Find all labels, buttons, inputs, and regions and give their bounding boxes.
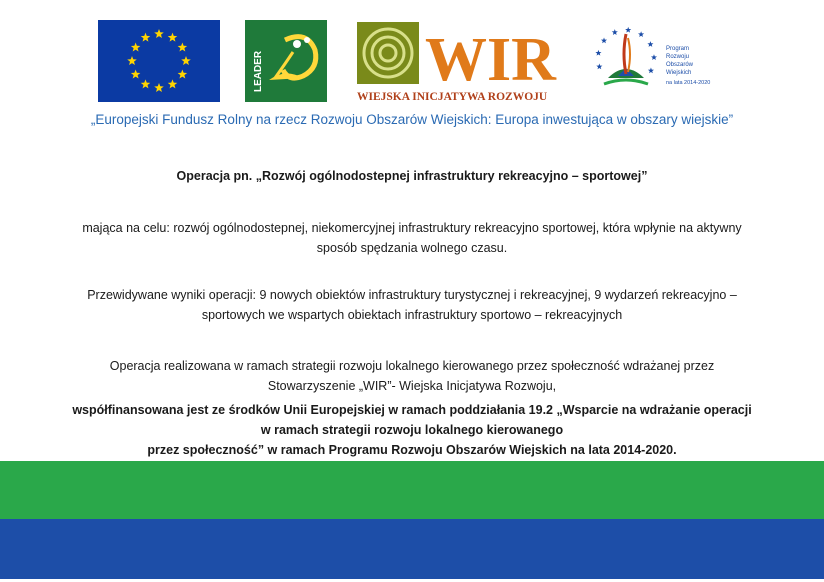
leader-logo-icon: [245, 20, 327, 102]
cofinanced-line-2: w ramach strategii rozwoju lokalnego kierowanego: [260, 423, 564, 437]
prow-star-icon: [648, 68, 654, 74]
prow-star-icon: [601, 37, 607, 43]
cofinancing-info: [20, 400, 804, 460]
prow-logo-icon: [590, 20, 730, 102]
green-footer-band: [0, 461, 824, 519]
prow-line-4: Wiejskich: [666, 70, 692, 76]
prow-star-icon: [651, 54, 657, 60]
results-line-1: Przewidywane wyniki operacji: 9 nowych obiektów infrastruktury turystycznej i rekreacyjnej, 9 wydarzeń rekreacyjno –: [87, 288, 737, 302]
cofinanced-line-1: współfinansowana jest ze środków Unii Europejskiej w ramach poddziałania 19.2 „Wsparcie na wdrażanie operacji: [72, 403, 752, 417]
realization-info: [20, 356, 804, 396]
eu-star-icon: [178, 43, 188, 52]
realized-line-2: Stowarzyszenie „WIR”- Wiejska Inicjatywa Rozwoju,: [267, 379, 557, 393]
wir-subtitle: WIEJSKA INICJATYWA ROZWOJU: [357, 91, 548, 103]
results-line-2: sportowych we wspartych obiektach infrastruktury sportowo – rekreacyjnych: [201, 308, 623, 322]
blue-footer-band: [0, 519, 824, 579]
goal-line-2: sposób spędzania wolnego czasu.: [316, 241, 508, 255]
prow-star-icon: [612, 29, 618, 35]
eu-star-icon: [168, 33, 178, 42]
prow-line-3: Obszarów: [666, 62, 694, 68]
prow-line-2: Rozwoju: [666, 54, 690, 60]
prow-star-icon: [647, 41, 653, 47]
eu-star-icon: [141, 33, 151, 42]
prow-star-icon: [595, 50, 601, 56]
leader-label: LEADER: [253, 50, 264, 92]
eu-star-icon: [131, 70, 141, 79]
cofinanced-line-3: przez społeczność” w ramach Programu Rozwoju Obszarów Wiejskich na lata 2014-2020.: [147, 443, 677, 457]
fund-subtitle: „Europejski Fundusz Rolny na rzecz Rozwoju Obszarów Wiejskich: Europa inwestująca w obszary wiejskie”: [90, 112, 734, 127]
operation-goal: [20, 218, 804, 258]
eu-flag-icon: [98, 20, 220, 102]
goal-line-1: mająca na celu: rozwój ogólnodostepnej, niekomercyjnej infrastruktury rekreacyjno sportowej, która wpłynie na aktywny: [82, 221, 742, 235]
operation-title: Operacja pn. „Rozwój ogólnodostepnej infrastruktury rekreacyjno – sportowej”: [176, 169, 648, 183]
expected-results: [20, 285, 804, 325]
eu-star-icon: [154, 83, 164, 92]
eu-star-icon: [127, 56, 137, 65]
wir-logo-icon: [355, 18, 570, 104]
logo-bar: [0, 0, 824, 110]
eu-star-icon: [154, 29, 164, 38]
prow-line-1: Program: [666, 46, 690, 52]
eu-star-icon: [168, 79, 178, 88]
prow-star-icon: [638, 31, 644, 37]
eu-star-icon: [141, 79, 151, 88]
eu-star-icon: [131, 43, 141, 52]
wir-title: WIR: [425, 26, 556, 94]
prow-star-icon: [596, 63, 602, 69]
eu-star-icon: [178, 70, 188, 79]
realized-line-1: Operacja realizowana w ramach strategii rozwoju lokalnego kierowanego przez społeczność wdrażanej przez: [109, 359, 715, 373]
prow-line-5: na lata 2014-2020: [666, 80, 711, 86]
prow-star-icon: [625, 27, 631, 33]
eu-star-icon: [181, 56, 191, 65]
